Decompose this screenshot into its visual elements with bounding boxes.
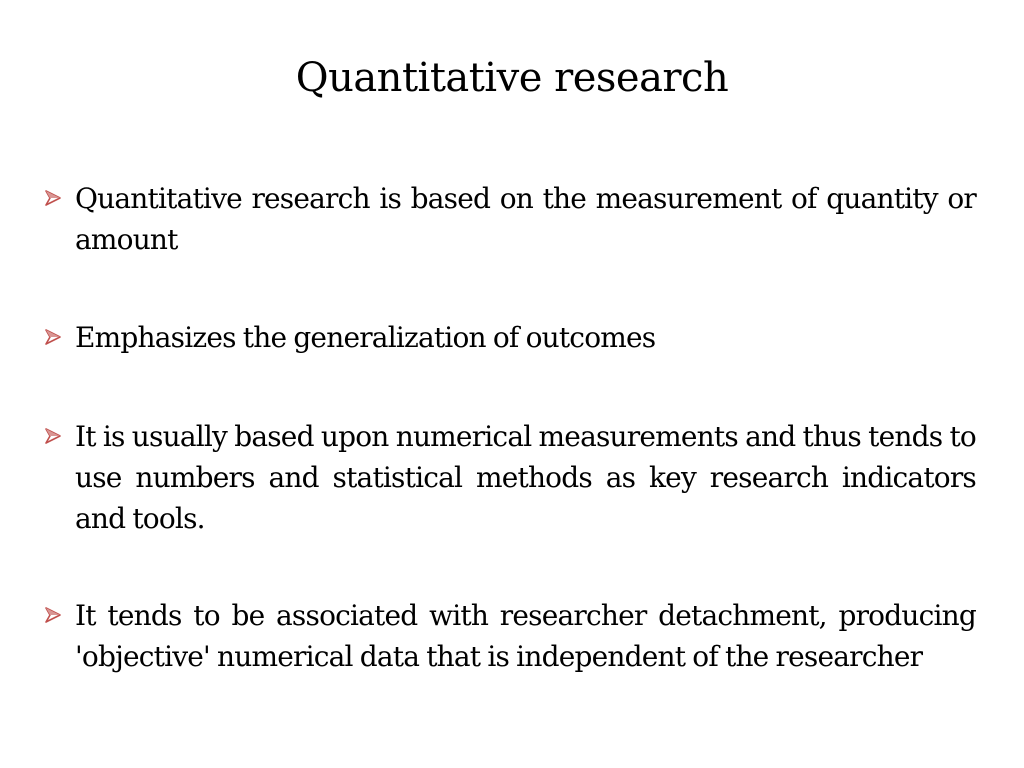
bullet-text: It tends to be associated with researcher detachment, producing 'objective' numerical data that is independent of the researcher: [75, 599, 976, 673]
arrowhead-bullet-icon: [44, 427, 62, 445]
bullet-item: [44, 317, 976, 358]
bullet-text: Emphasizes the generalization of outcomes: [75, 321, 656, 354]
slide-title: Quantitative research: [295, 55, 729, 101]
arrowhead-bullet-icon: [44, 328, 62, 346]
bullet-text: It is usually based upon numerical measurements and thus tends to use numbers and statistical methods as key research indicators and tools.: [75, 420, 976, 535]
bullet-item: [44, 178, 976, 260]
bullet-item: [44, 416, 976, 539]
arrowhead-bullet-icon: [44, 189, 62, 207]
arrowhead-bullet-icon: [44, 606, 62, 624]
bullet-item: [44, 595, 976, 677]
bullet-text: Quantitative research is based on the measurement of quantity or amount: [75, 182, 976, 256]
